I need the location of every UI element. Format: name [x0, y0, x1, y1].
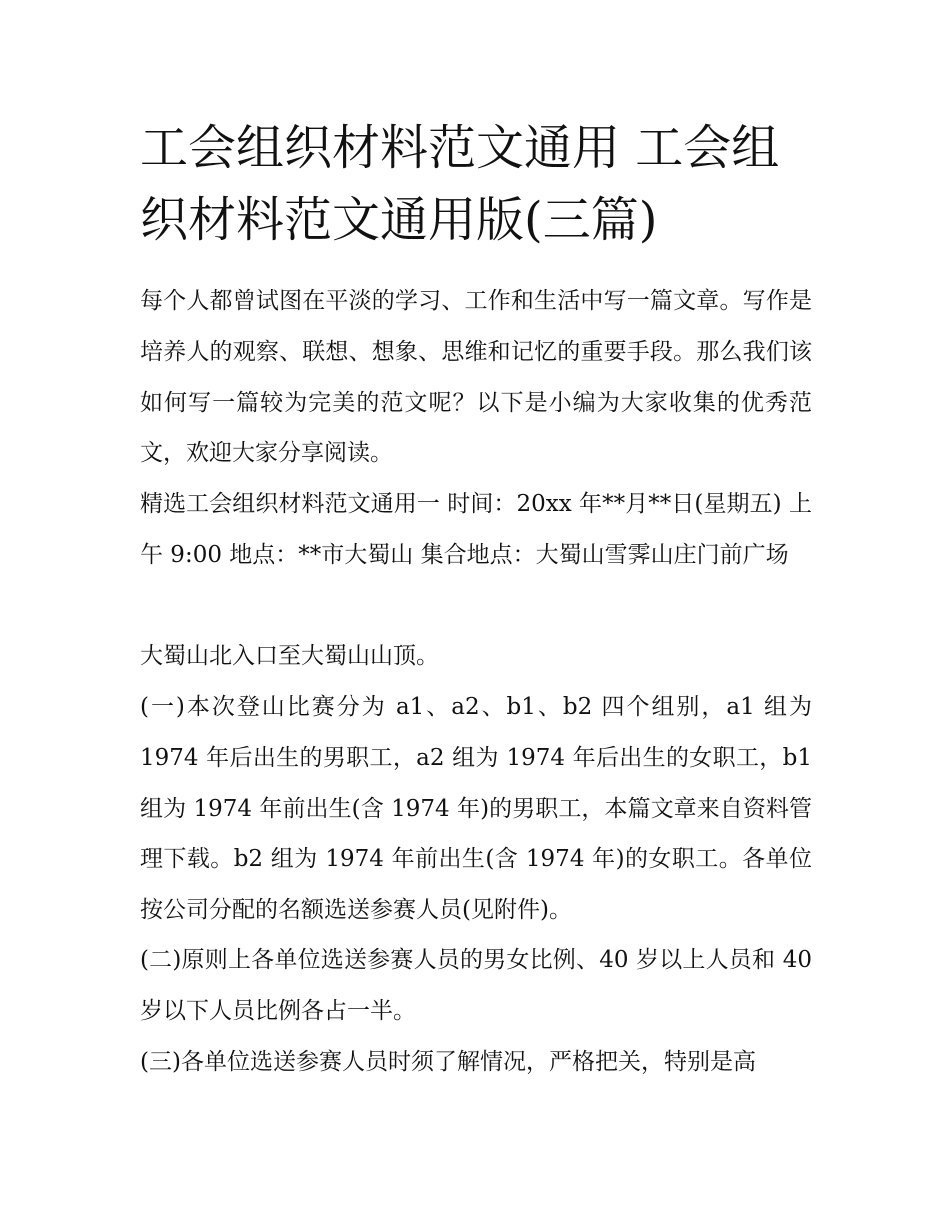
- rule-two-paragraph: (二)原则上各单位选送参赛人员的男女比例、40 岁以上人员和 40 岁以下人员比例各占一半。: [140, 947, 812, 1024]
- rule-one-paragraph: (一)本次登山比赛分为 a1、a2、b1、b2 四个组别，a1 组为 1974 年后出生的男职工，a2 组为 1974 年后出生的女职工，b1 组为 1974 年前出生(含 1974 年)的男职工，本篇文章来自资料管理下载。b2 组为 1974 年前出生(含 1974 年)的女职工。各单位按公司分配的名额选送参赛人员(见附件)。: [140, 694, 812, 924]
- document-title: 工会组织材料范文通用 工会组织材料范文通用版(三篇): [140, 120, 780, 248]
- route-paragraph: 大蜀山北入口至大蜀山山顶。: [140, 643, 439, 669]
- event-info-paragraph: 精选工会组织材料范文通用一 时间：20xx 年**月**日(星期五) 上午 9:00 地点：**市大蜀山 集合地点：大蜀山雪霁山庄门前广场: [140, 491, 812, 568]
- rule-three-paragraph: (三)各单位选送参赛人员时须了解情况，严格把关，特别是高: [140, 1049, 756, 1075]
- intro-paragraph: 每个人都曾试图在平淡的学习、工作和生活中写一篇文章。写作是培养人的观察、联想、想象、思维和记忆的重要手段。那么我们该如何写一篇较为完美的范文呢？以下是小编为大家收集的优秀范文，欢迎大家分享阅读。: [140, 288, 812, 467]
